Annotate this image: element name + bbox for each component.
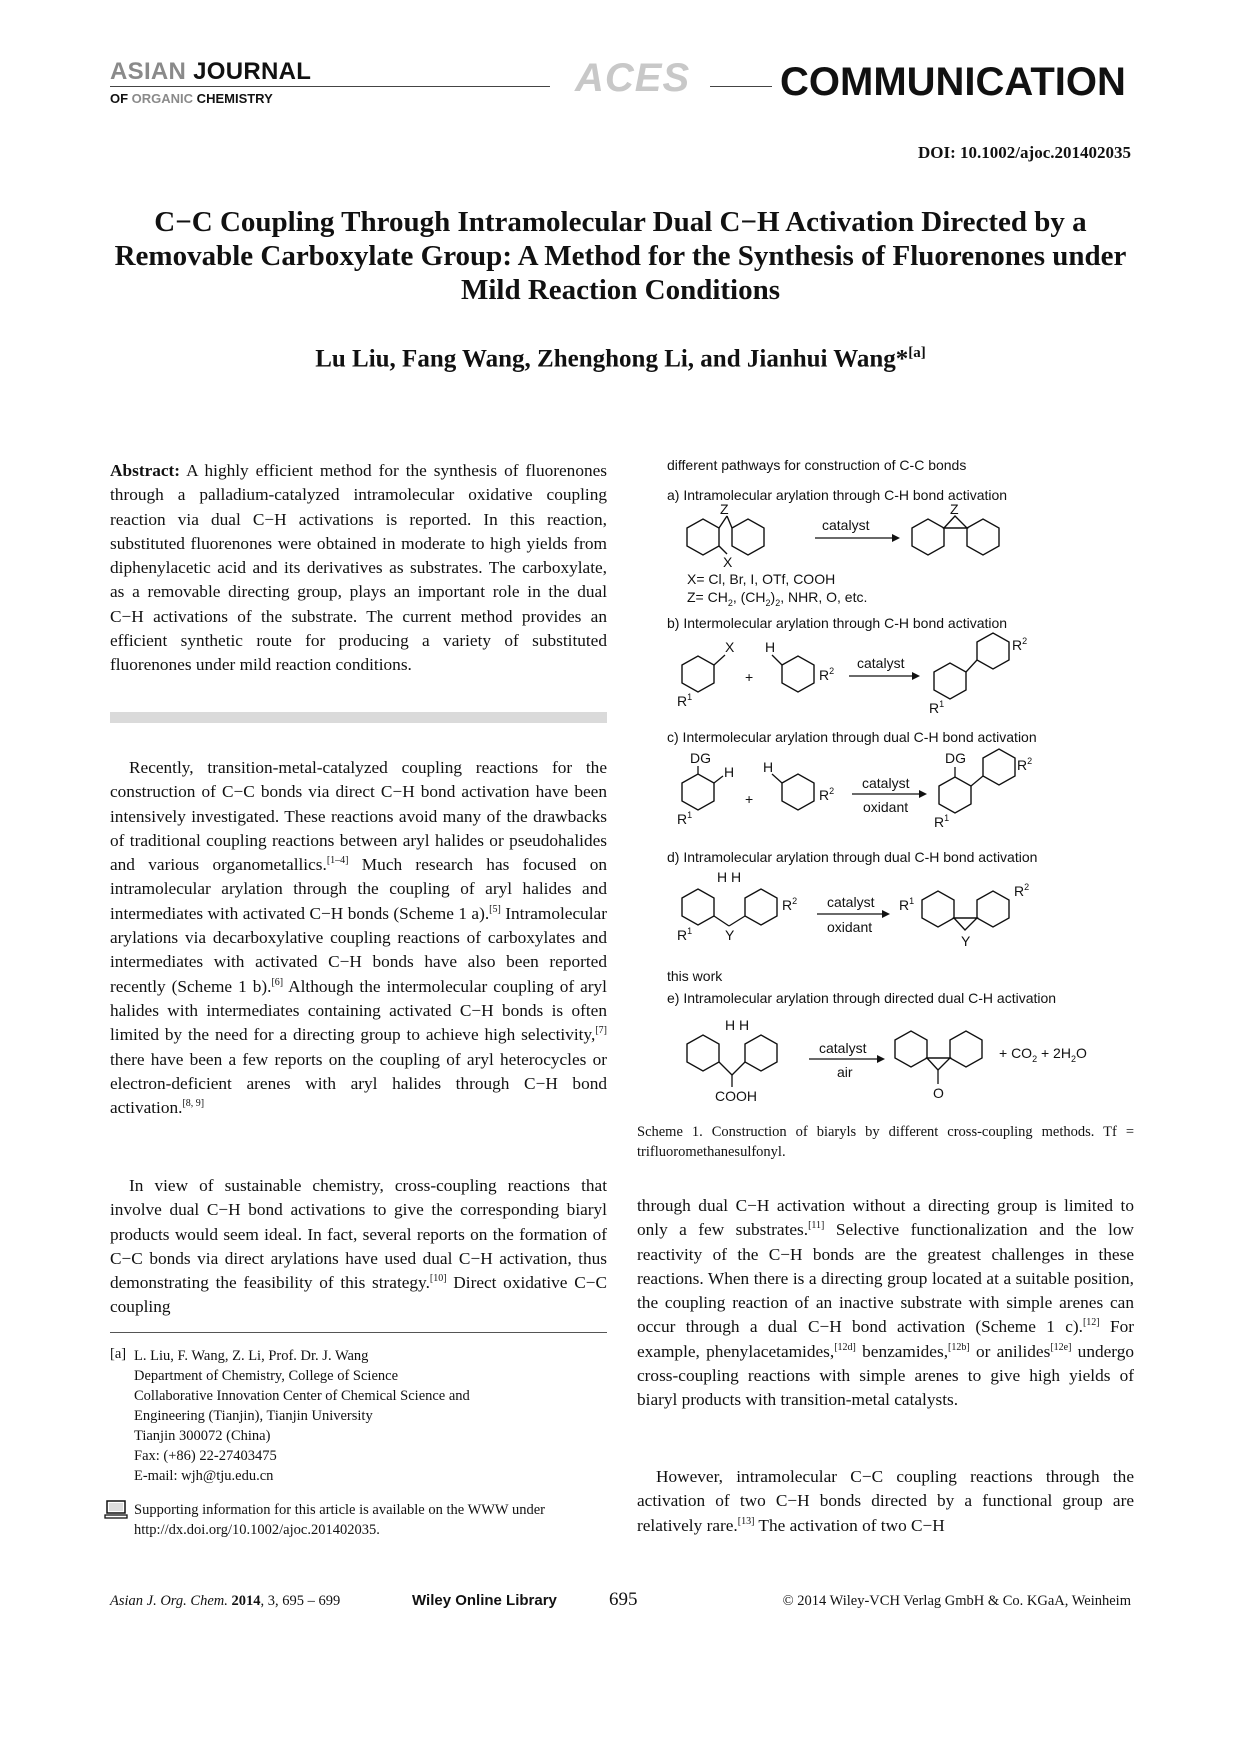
- abstract-divider: [110, 712, 607, 723]
- ref-12d[interactable]: [12d]: [834, 1342, 856, 1354]
- ref-6[interactable]: [6]: [271, 976, 284, 988]
- plus-b: +: [745, 669, 754, 685]
- r2-label-c: $R^2$: [819, 786, 835, 803]
- catalyst-label-b: catalyst: [857, 655, 905, 671]
- header-rule-right: [710, 86, 772, 87]
- dg-label-c-product: DG: [945, 750, 966, 766]
- r1-label-b-product: $R^1$: [929, 699, 945, 716]
- p3-text-b: Selective functionalization and the low reactivity of the C−H bonds are the greatest challenges in these reactions. When there is a directing group located at a suitable position, the coupling reaction of an inactive substrate with simple arenes can occur through a dual C−H bond activation (Scheme 1 c).: [637, 1220, 1134, 1337]
- oxidant-label-c: oxidant: [863, 799, 909, 815]
- scheme-1: [637, 450, 1157, 1110]
- p3-text-a: through dual C−H activation without a directing group is limited to only a few substrates.: [637, 1196, 1134, 1240]
- scheme-b-reactants: [677, 639, 834, 709]
- x-definition: X= Cl, Br, I, OTf, COOH: [687, 571, 836, 587]
- body-paragraph-2: [110, 1174, 607, 1320]
- p1-text-e: there have been a few reports on the coupling of aryl heterocycles or electron-deficient arenes with aryl halides through C−H bond activation.: [110, 1049, 607, 1118]
- p1-text-d: Although the intermolecular coupling of aryl halides with intermediates containing activated C−H bonds is often limited by the need for a directing group to achieve high selectivity,: [110, 976, 607, 1045]
- y-label-d: Y: [725, 927, 735, 943]
- scheme-a-reactant: [687, 501, 764, 570]
- affiliation-footnote: [134, 1346, 604, 1486]
- arrowhead-e: [877, 1055, 885, 1063]
- copyright: © 2014 Wiley-VCH Verlag GmbH & Co. KGaA, Weinheim: [782, 1593, 1131, 1609]
- scheme-e-reactant: [687, 1017, 777, 1104]
- z-label: Z: [720, 501, 729, 517]
- ref-8-9[interactable]: [8, 9]: [182, 1098, 205, 1110]
- arrowhead-d: [882, 910, 890, 918]
- x-label-b: X: [725, 639, 735, 655]
- r1-label-c-product: $R^1$: [934, 813, 950, 830]
- p3-text-f: undergo cross-coupling reactions with simple arenes to give high yields of biaryl products with transition-metal catalysts.: [637, 1341, 1134, 1410]
- footnote-line: Collaborative Innovation Center of Chemical Science and: [134, 1388, 470, 1404]
- abstract: [110, 459, 607, 678]
- journal-subtitle-organic: ORGANIC: [131, 91, 194, 106]
- scheme-c-reactants: [677, 750, 834, 827]
- scheme-d-label: d) Intramolecular arylation through dual C-H bond activation: [667, 849, 1038, 865]
- footnote-line: Fax: (+86) 22-27403475: [134, 1448, 277, 1464]
- air-label: air: [837, 1064, 853, 1080]
- p3-text-d: benzamides,: [855, 1341, 949, 1361]
- r1-label-b: $R^1$: [677, 692, 693, 709]
- author-names: Lu Liu, Fang Wang, Zhenghong Li, and Jianhui Wang*: [315, 345, 909, 373]
- h-label-c2: H: [763, 759, 774, 775]
- journal-subtitle-chemistry: CHEMISTRY: [193, 91, 273, 106]
- scheme-b-product: [929, 633, 1027, 716]
- p1-text-c: Intramolecular arylations via decarboxylative coupling reactions of carboxylates and intermediates with activated C−H bonds have also been reported recently (Scheme 1 b).: [110, 903, 607, 996]
- scheme-e-product-fluorenone: [895, 1031, 982, 1101]
- footnote-line: Engineering (Tianjin), Tianjin University: [134, 1408, 373, 1424]
- body-paragraph-1: [110, 756, 607, 1120]
- p2-text-a: In view of sustainable chemistry, cross-coupling reactions that involve dual C−H bond activations to give the corresponding biaryl products would seem ideal. In fact, several reports on the formation of C−C bonds via direct arylations have used dual C−H activation, thus demonstrating the feasibility of this strategy.: [110, 1176, 607, 1293]
- oxidant-label-d: oxidant: [827, 919, 873, 935]
- r2-label-d-product: $R^2$: [1014, 882, 1030, 899]
- h-label-b: H: [765, 639, 776, 655]
- dg-label-c: DG: [690, 750, 711, 766]
- journal-subtitle-of: OF: [110, 91, 132, 106]
- ref-12b[interactable]: [12b]: [948, 1342, 970, 1354]
- x-label: X: [723, 554, 733, 570]
- p1-text-b: Much research has focused on intramolecular arylation through the coupling of aryl halides and intermediates with activated C−H bonds (Scheme 1 a).: [110, 855, 607, 923]
- scheme-caption: Scheme 1. Construction of biaryls by different cross-coupling methods. Tf = trifluoromethanesulfonyl.: [637, 1124, 1134, 1160]
- abstract-text: A highly efficient method for the synthesis of fluorenones through a palladium-catalyzed intramolecular oxidative coupling reaction via dual C−H activations is reported. In this reaction, substituted fluorenones were obtained in moderate to high yields from diphenylacetic acid and its derivatives as substrates. The carboxylate, as a removable directing group, plays an important role in the dual C−H activations of the substrate. The current method provides an efficient synthetic route for producing a variety of substituted fluorenones under mild reaction conditions.: [110, 461, 607, 675]
- ref-1-4[interactable]: [1–4]: [326, 855, 349, 867]
- scheme-c-label: c) Intermolecular arylation through dual C-H bond activation: [667, 729, 1037, 745]
- doi: DOI: 10.1002/ajoc.201402035: [918, 143, 1131, 162]
- p3-text-e: or anilides: [969, 1341, 1051, 1361]
- header-rule-left: [110, 86, 550, 87]
- p3-text-c: For example, phenylacetamides,: [637, 1317, 1134, 1361]
- aces-logo: ACES: [575, 56, 691, 100]
- authors: [100, 345, 1141, 373]
- footnote-marker: [a]: [110, 1346, 127, 1362]
- journal-name-asian: ASIAN: [110, 58, 187, 85]
- ref-12[interactable]: [12]: [1082, 1317, 1100, 1329]
- wiley-online-library[interactable]: Wiley Online Library: [412, 1592, 557, 1609]
- scheme-b-label: b) Intermolecular arylation through C-H bond activation: [667, 615, 1008, 631]
- r2-label-b-product: $R^2$: [1012, 636, 1028, 653]
- article-title: C−C Coupling Through Intramolecular Dual C−H Activation Directed by a Removable Carboxylate Group: A Method for the Synthesis of Fluorenones under Mild Reaction Conditions: [114, 206, 1127, 306]
- cooh-label: COOH: [715, 1088, 757, 1104]
- ref-13[interactable]: [13]: [737, 1515, 755, 1527]
- r1-label-d: $R^1$: [677, 926, 693, 943]
- arrowhead-c: [919, 790, 927, 798]
- this-work-label: this work: [667, 968, 723, 984]
- z-label-product: Z: [950, 501, 959, 517]
- catalyst-label-e: catalyst: [819, 1040, 867, 1056]
- supporting-info-note[interactable]: Supporting information for this article is available on the WWW under http://dx.doi.org/10.1002/ajoc.201402035.: [134, 1502, 545, 1538]
- p4-text-b: The activation of two C−H: [754, 1515, 945, 1535]
- footnote-line: Tianjin 300072 (China): [134, 1428, 271, 1444]
- computer-icon: [104, 1500, 128, 1520]
- scheme-e-label: e) Intramolecular arylation through directed dual C-H activation: [667, 990, 1057, 1006]
- p1-text-a: Recently, transition-metal-catalyzed coupling reactions for the construction of C−C bonds via direct C−H bond activation have been intensively investigated. These reactions avoid many of the drawbacks of traditional coupling reactions between aryl halides or pseudohalides and various organometallics.: [110, 758, 607, 875]
- r1-label-d-product: $R^1$: [899, 896, 915, 913]
- r1-label-c: $R^1$: [677, 810, 693, 827]
- ref-5[interactable]: [5]: [489, 904, 501, 916]
- scheme-c-product: [934, 749, 1032, 830]
- ref-10[interactable]: [10]: [429, 1273, 447, 1285]
- catalyst-label-d: catalyst: [827, 894, 875, 910]
- catalyst-label-a: catalyst: [822, 517, 870, 533]
- z-definition: $Z= CH_2$, $(CH_2)_2$, NHR, O, etc.: [687, 589, 868, 608]
- section-label: COMMUNICATION: [780, 60, 1126, 104]
- journal-name-journal: JOURNAL: [186, 58, 312, 85]
- scheme-d-product: [899, 882, 1029, 949]
- catalyst-label-c: catalyst: [862, 775, 910, 791]
- ref-7[interactable]: [7]: [595, 1025, 607, 1037]
- scheme-a-product: [912, 501, 999, 555]
- scheme-a-label: a) Intramolecular arylation through C-H bond activation: [667, 487, 1008, 503]
- footer-year: 2014: [231, 1593, 261, 1609]
- r2-label-b: $R^2$: [819, 666, 835, 683]
- footer-citation: [110, 1593, 340, 1610]
- footnote-line: L. Liu, F. Wang, Z. Li, Prof. Dr. J. Wang: [134, 1348, 369, 1364]
- ref-11[interactable]: [11]: [808, 1220, 825, 1232]
- scheme-d-reactant: [677, 869, 797, 943]
- body-paragraph-3: [637, 1194, 1134, 1413]
- footer-volume-pages: , 3, 695 – 699: [260, 1593, 341, 1609]
- r2-label-c-product: $R^2$: [1017, 756, 1033, 773]
- byproducts-label: + $CO_2 + 2H_2O$: [999, 1045, 1087, 1064]
- arrowhead-b: [912, 672, 920, 680]
- footer-journal: Asian J. Org. Chem.: [110, 1593, 228, 1609]
- hh-label-d: H H: [717, 869, 742, 885]
- y-label-d-product: Y: [961, 933, 971, 949]
- ref-12e[interactable]: [12e]: [1050, 1342, 1072, 1354]
- page-number: 695: [609, 1589, 638, 1610]
- p2-text-b: Direct oxidative C−C coupling: [110, 1273, 607, 1317]
- journal-subtitle: [110, 91, 273, 106]
- o-label: O: [933, 1085, 944, 1101]
- footnote-line: Department of Chemistry, College of Science: [134, 1368, 399, 1384]
- r2-label-d: $R^2$: [782, 896, 798, 913]
- arrowhead-a: [892, 534, 900, 542]
- footnote-rule: [110, 1332, 607, 1333]
- affiliation-mark: [a]: [908, 345, 926, 361]
- plus-c: +: [745, 791, 754, 807]
- h-label-c1: H: [724, 764, 735, 780]
- scheme-heading: different pathways for construction of C-C bonds: [667, 457, 967, 473]
- hh-label-e: H H: [725, 1017, 750, 1033]
- footnote-email[interactable]: E-mail: wjh@tju.edu.cn: [134, 1468, 274, 1484]
- abstract-label: Abstract:: [110, 461, 181, 480]
- body-paragraph-4: [637, 1465, 1134, 1538]
- p4-text-a: However, intramolecular C−C coupling reactions through the activation of two C−H bonds directed by a functional group are relatively rare.: [637, 1467, 1134, 1535]
- journal-name: [110, 58, 311, 86]
